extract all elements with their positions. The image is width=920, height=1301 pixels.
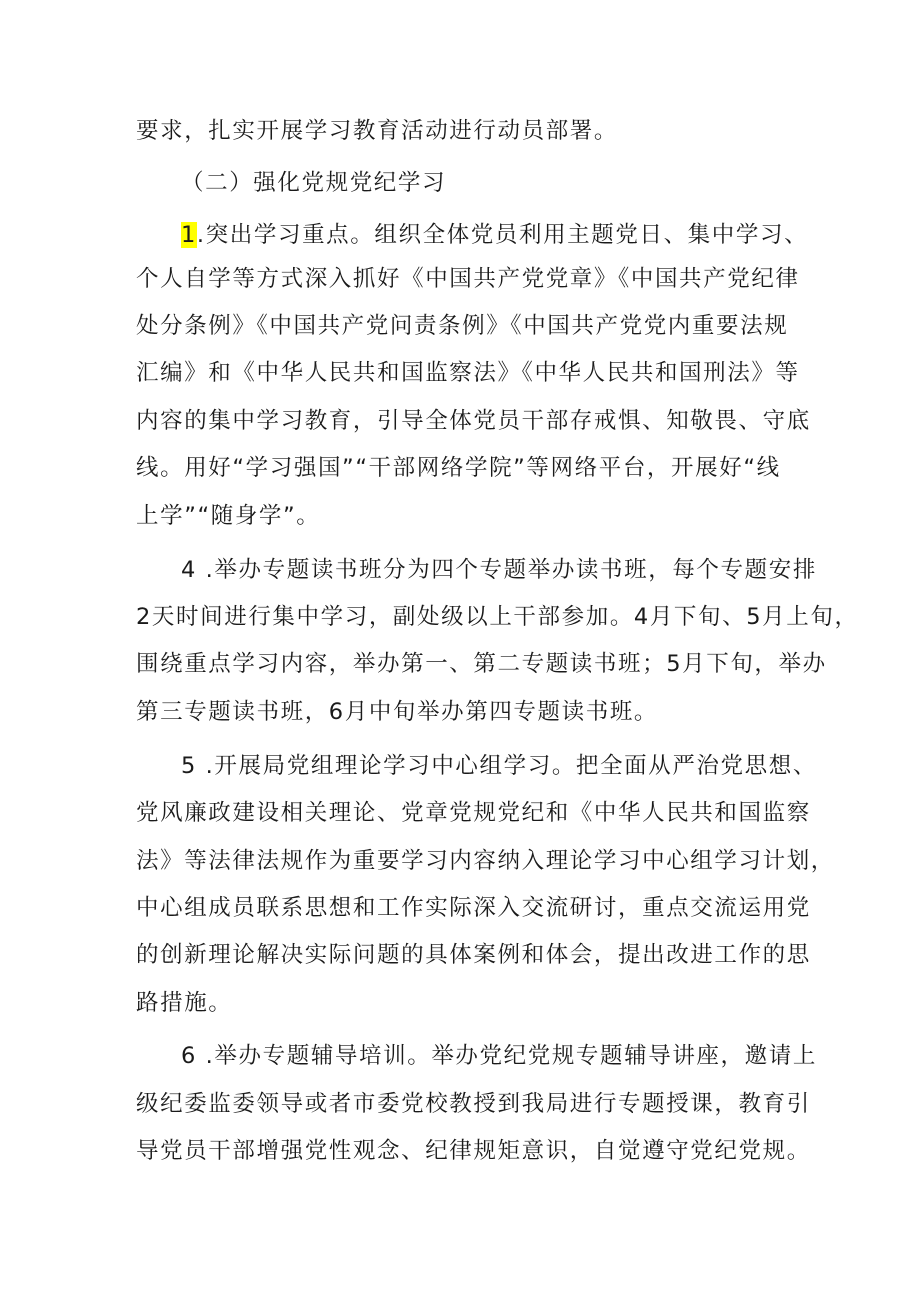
text-line-15: 党风廉政建设相关理论、党章党规党纪和《中华人民共和国监察 (136, 800, 811, 826)
text-line-20: 6 .举办专题辅导培训。举办党纪党规专题辅导讲座，邀请上 (181, 1043, 817, 1069)
text-line-21: 级纪委监委领导或者市委党校教授到我局进行专题授课，教育引 (136, 1091, 811, 1117)
text-line-13: 第三专题读书班，6月中旬举办第四专题读书班。 (136, 699, 659, 725)
highlighted-number: 1 (181, 222, 197, 248)
text-line-5: 处分条例》《中国共产党问责条例》《中国共产党党内重要法规 (136, 313, 789, 339)
text-line-4: 个人自学等方式深入抓好《中国共产党党章》《中国共产党纪律 (136, 266, 800, 292)
text-line-6: 汇编》和《中华人民共和国监察法》《中华人民共和国刑法》等 (136, 360, 800, 386)
text-line-3-body: .突出学习重点。组织全体党员利用主题党日、集中学习、 (196, 222, 809, 248)
text-line-1: 要求，扎实开展学习教育活动进行动员部署。 (136, 118, 619, 144)
text-line-17: 中心组成员联系思想和工作实际深入交流研讨，重点交流运用党 (136, 895, 811, 921)
text-line-22: 导党员干部增强党性观念、纪律规矩意识，自觉遵守党纪党规。 (136, 1138, 811, 1164)
text-line-18: 的创新理论解决实际问题的具体案例和体会，提出改进工作的思 (136, 942, 811, 968)
text-line-9: 上学”“随身学”。 (136, 503, 321, 529)
text-line-12: 围绕重点学习内容，举办第一、第二专题读书班；5月下旬，举办 (136, 651, 827, 677)
text-line-19: 路措施。 (136, 990, 233, 1016)
text-line-14: 5 .开展局党组理论学习中心组学习。把全面从严治党思想、 (181, 753, 817, 779)
text-line-7: 内容的集中学习教育，引导全体党员干部存戒惧、知敬畏、守底 (136, 408, 811, 434)
text-line-8: 线。用好“学习强国”“干部网络学院”等网络平台，开展好“线 (136, 455, 781, 481)
text-line-3 (181, 220, 808, 250)
text-line-16: 法》等法律法规作为重要学习内容纳入理论学习中心组学习计划， (136, 848, 835, 874)
text-line-11: 2天时间进行集中学习，副处级以上干部参加。4月下旬、5月上旬， (136, 604, 859, 630)
text-line-10: 4 .举办专题读书班分为四个专题举办读书班，每个专题安排 (181, 557, 817, 583)
section-heading: （二）强化党规党纪学习 (181, 170, 447, 196)
